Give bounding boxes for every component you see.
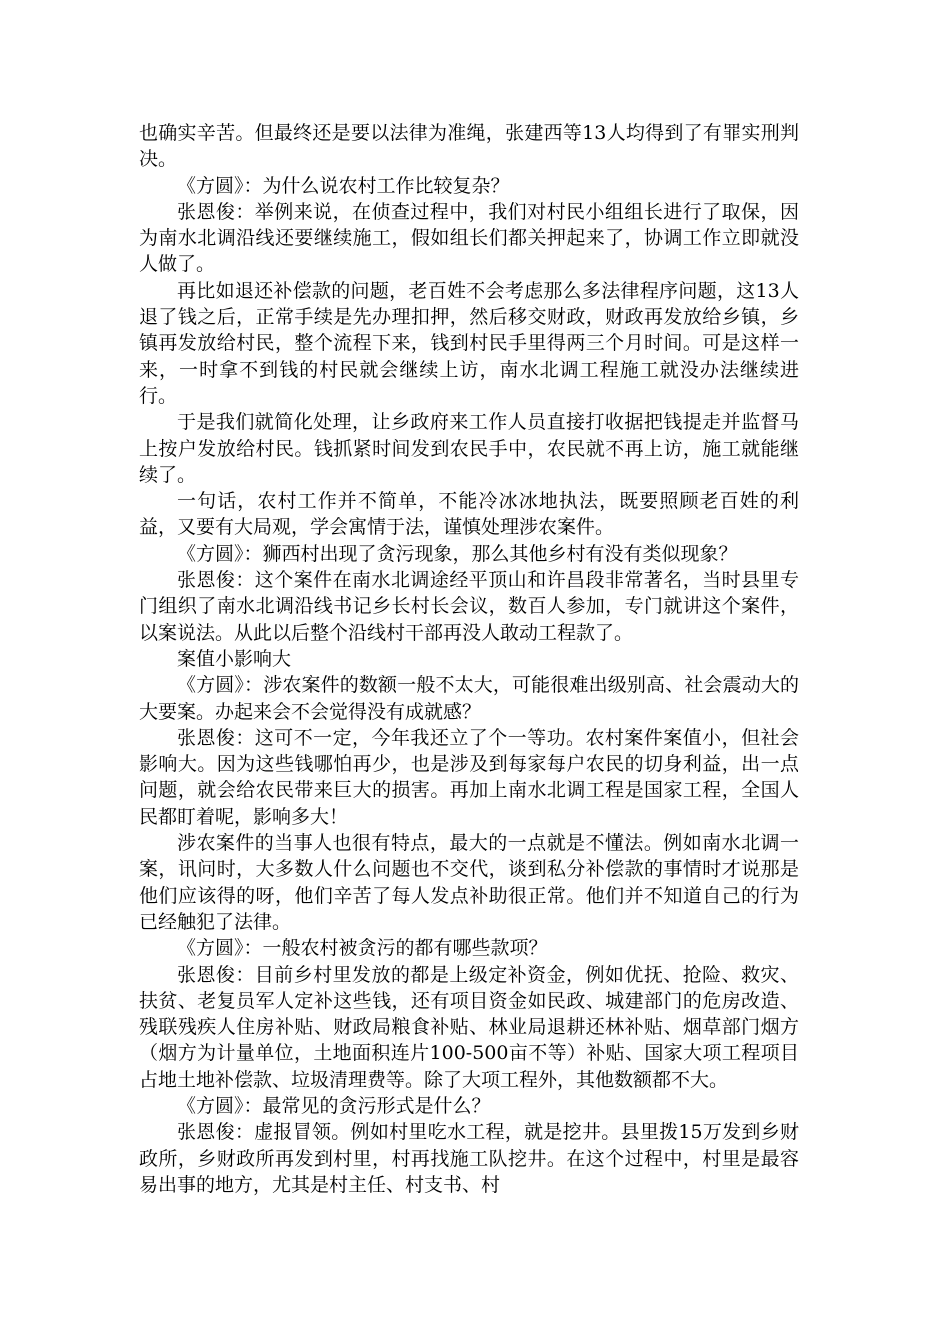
paragraph: 张恩俊：举例来说，在侦查过程中，我们对村民小组组长进行了取保，因为南水北调沿线还要继续施工，假如组长们都关押起来了，协调工作立即就没人做了。	[139, 200, 799, 276]
paragraph: 张恩俊：这可不一定，今年我还立了个一等功。农村案件案值小，但社会影响大。因为这些钱哪怕再少，也是涉及到每家每户农民的切身利益，出一点问题，就会给农民带来巨大的损害。再加上南水北调工程是国家工程，全国人民都盯着呢，影响多大！	[139, 726, 799, 828]
article-body	[139, 120, 799, 1198]
paragraph: 张恩俊：这个案件在南水北调途经平顶山和许昌段非常著名，当时县里专门组织了南水北调沿线书记乡长村长会议，数百人参加，专门就讲这个案件，以案说法。从此以后整个沿线村干部再没人敢动工程款了。	[139, 569, 799, 644]
paragraph: 《方圆》：狮西村出现了贪污现象，那么其他乡村有没有类似现象？	[177, 542, 738, 565]
paragraph: 《方圆》：一般农村被贪污的都有哪些款项？	[177, 937, 548, 960]
paragraph: 张恩俊：虚报冒领。例如村里吃水工程，就是挖井。县里拨15万发到乡财政所，乡财政所再发到村里，村再找施工队挖井。在这个过程中，村里是最容易出事的地方，尤其是村主任、村支书、村	[139, 1121, 799, 1196]
paragraph: 《方圆》：最常见的贪污形式是什么？	[177, 1094, 491, 1117]
paragraph: 也确实辛苦。但最终还是要以法律为准绳，张建西等13人均得到了有罪实刑判决。	[139, 122, 799, 171]
paragraph: 案值小影响大	[177, 647, 292, 670]
paragraph: 涉农案件的当事人也很有特点，最大的一点就是不懂法。例如南水北调一案，讯问时，大多数人什么问题也不交代，谈到私分补偿款的事情时才说那是他们应该得的呀，他们辛苦了每人发点补助很正常。他们并不知道自己的行为已经触犯了法律。	[139, 832, 799, 933]
paragraph: 《方圆》：涉农案件的数额一般不太大，可能很难出级别高、社会震动大的大要案。办起来会不会觉得没有成就感？	[139, 674, 799, 723]
paragraph: 一句话，农村工作并不简单，不能冷冰冰地执法，既要照顾老百姓的利益，又要有大局观，学会寓情于法，谨慎处理涉农案件。	[139, 490, 799, 539]
paragraph: 再比如退还补偿款的问题，老百姓不会考虑那么多法律程序问题，这13人退了钱之后，正常手续是先办理扣押，然后移交财政，财政再发放给乡镇，乡镇再发放给村民，整个流程下来，钱到村民手里得两三个月时间。可是这样一来，一时拿不到钱的村民就会继续上访，南水北调工程施工就没办法继续进行。	[139, 279, 799, 407]
paragraph: 张恩俊：目前乡村里发放的都是上级定补资金，例如优抚、抢险、救灾、扶贫、老复员军人定补这些钱，还有项目资金如民政、城建部门的危房改造、残联残疾人住房补贴、财政局粮食补贴、林业局退耕还林补贴、烟草部门烟方（烟方为计量单位，土地面积连片100-500亩不等）补贴、国家大项工程项目占地土地补偿款、垃圾清理费等。除了大项工程外，其他数额都不大。	[139, 963, 799, 1091]
paragraph: 《方圆》：为什么说农村工作比较复杂？	[177, 174, 510, 197]
paragraph: 于是我们就简化处理，让乡政府来工作人员直接打收据把钱提走并监督马上按户发放给村民。钱抓紧时间发到农民手中，农民就不再上访，施工就能继续了。	[139, 411, 799, 486]
